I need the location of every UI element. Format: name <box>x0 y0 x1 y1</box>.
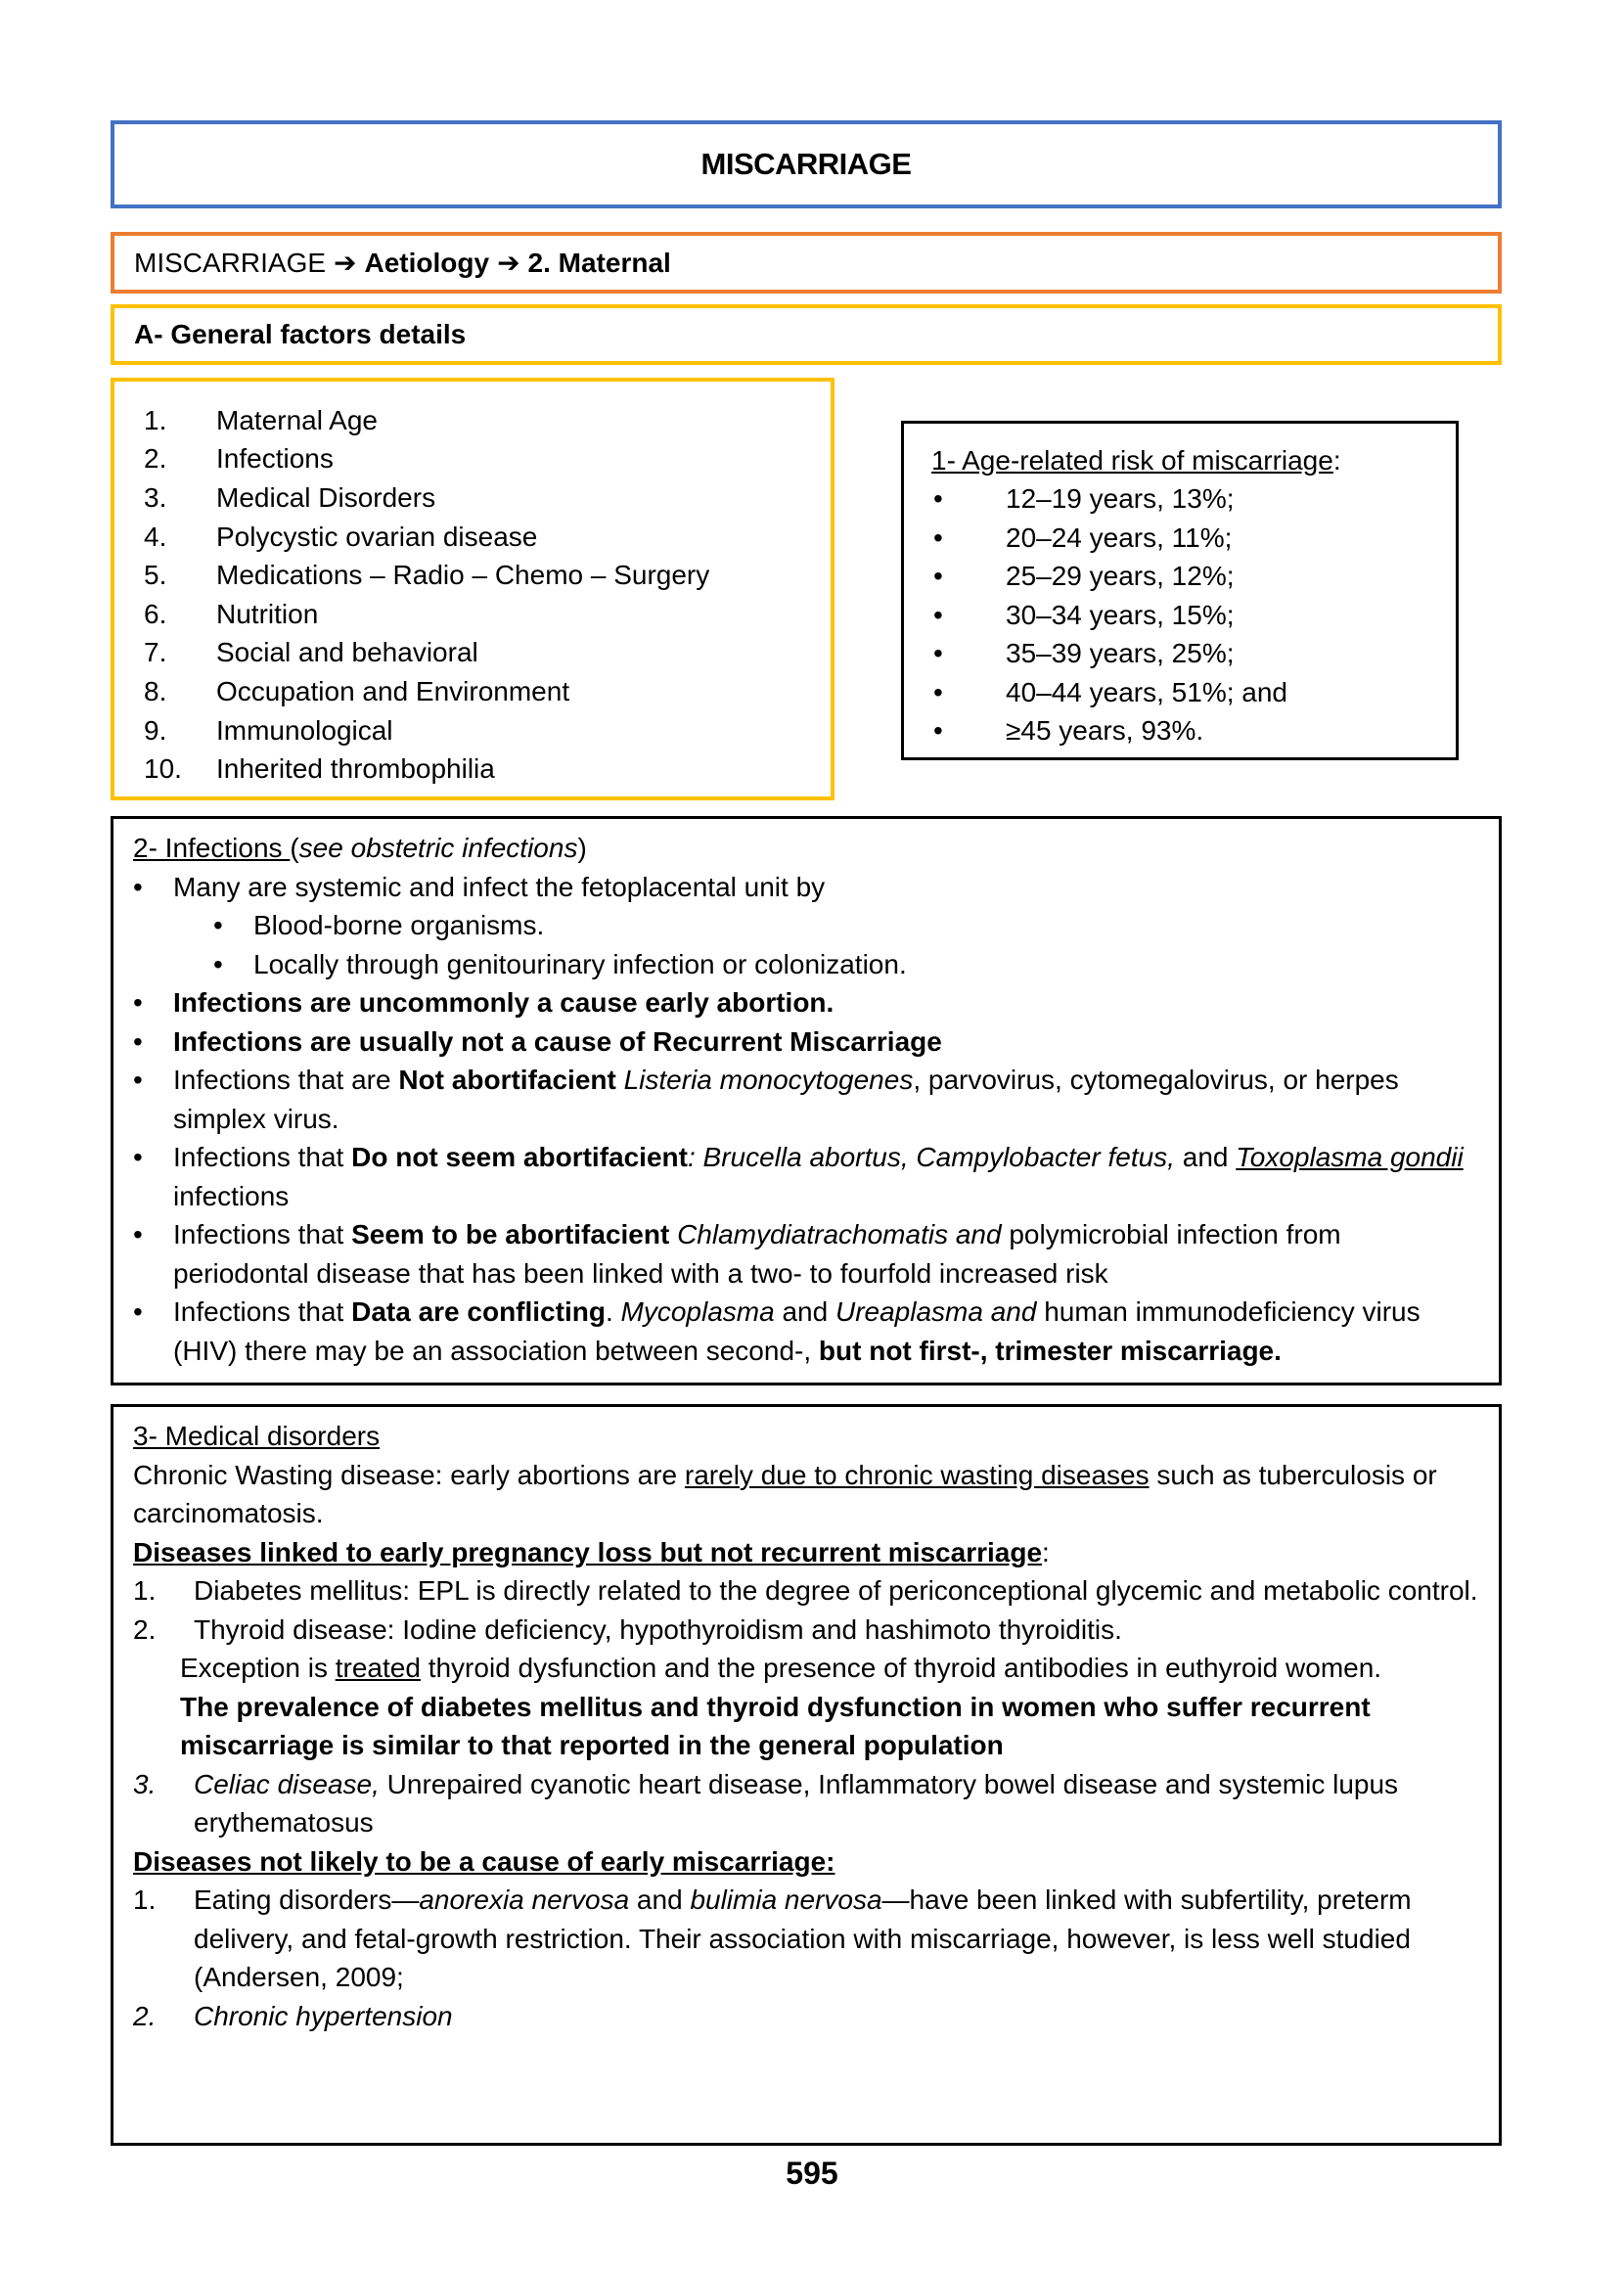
exception-paragraph: Exception is treated thyroid dysfunction and the presence of thyroid antibodies in euthyroid women. <box>180 1653 1382 1683</box>
not-likely-heading: Diseases not likely to be a cause of early miscarriage: <box>133 1845 835 1877</box>
list-item: 2. Infections <box>144 443 334 475</box>
bullet-icon: • <box>213 910 223 940</box>
bullet-icon: • <box>933 483 943 515</box>
breadcrumb <box>111 232 1502 294</box>
list-item: 8. Occupation and Environment <box>144 675 570 706</box>
section-heading-box <box>111 304 1502 365</box>
list-item: • Infections are uncommonly a cause early abortion. <box>133 983 1479 1022</box>
list-item: • Infections that are Not abortifacient Listeria monocytogenes, parvovirus, cytomegalovirus, or herpes simplex virus. <box>133 1061 1479 1138</box>
medical-disorders-box <box>111 1404 1502 2146</box>
page-number: 595 <box>786 2156 838 2191</box>
bullet-icon: • <box>133 1025 143 1057</box>
bullet-icon: • <box>933 638 943 669</box>
wasting-paragraph: Chronic Wasting disease: early abortions are rarely due to chronic wasting diseases such as tuberculosis or carcinomatosis. <box>133 1459 1437 1528</box>
breadcrumb-item-maternal: 2. Maternal <box>527 247 671 278</box>
list-item: 2. Thyroid disease: Iodine deficiency, hypothyroidism and hashimoto thyroiditis. <box>133 1613 1122 1645</box>
bullet-icon: • <box>933 522 943 553</box>
list-item: • Locally through genitourinary infection or colonization. <box>133 945 1479 984</box>
list-item: • Infections are usually not a cause of Recurrent Miscarriage <box>133 1022 1479 1062</box>
age-risk-heading: 1- Age-related risk of miscarriage : <box>931 444 1341 476</box>
bullet-icon: • <box>133 1219 143 1249</box>
list-item: 3. Medical Disorders <box>144 481 436 513</box>
linked-heading: Diseases linked to early pregnancy loss but not recurrent miscarriage: <box>133 1536 1050 1567</box>
bullet-icon: • <box>933 676 943 707</box>
page-title: MISCARRIAGE <box>700 147 912 181</box>
list-item: • 40–44 years, 51%; and <box>933 676 1287 707</box>
infections-box <box>111 816 1502 1385</box>
general-factors-list <box>111 378 835 800</box>
list-item: • 20–24 years, 11%; <box>933 522 1233 553</box>
section-heading: A- General factors details <box>134 319 467 349</box>
list-item: • 25–29 years, 12%; <box>933 561 1235 592</box>
list-item: • Infections that Seem to be abortifacient Chlamydiatrachomatis and polymicrobial infection from periodontal disease that has been linked with a two- to fourfold increased risk <box>133 1215 1479 1293</box>
arrow-right-icon: ➔ <box>334 248 357 278</box>
bullet-icon: • <box>133 987 143 1018</box>
list-item: 5. Medications – Radio – Chemo – Surgery <box>144 560 710 591</box>
bullet-icon: • <box>933 561 943 592</box>
list-item: 1. Eating disorders—anorexia nervosa and bulimia nervosa—have been linked with subfertility, preterm delivery, and fetal-growth restriction. Their association with miscarriage, however, is less well studied (Andersen, 2009; <box>133 1884 1412 1992</box>
list-item: • 35–39 years, 25%; <box>933 638 1235 669</box>
list-item: 9. Immunological <box>144 714 393 746</box>
infections-heading: 2- Infections (see obstetric infections) <box>133 833 587 863</box>
breadcrumb-item-miscarriage: MISCARRIAGE <box>134 247 327 278</box>
list-item: 2. Chronic hypertension <box>133 2000 453 2031</box>
list-item: • 30–34 years, 15%; <box>933 599 1235 630</box>
list-item: 7. Social and behavioral <box>144 637 478 668</box>
bullet-icon: • <box>933 715 943 747</box>
bullet-icon: • <box>933 599 943 630</box>
title-box <box>111 120 1502 208</box>
breadcrumb-item-aetiology: Aetiology <box>364 247 490 278</box>
list-item: 1. Diabetes mellitus: EPL is directly related to the degree of periconceptional glycemic and metabolic control. <box>133 1575 1478 1606</box>
list-item: • Many are systemic and infect the fetoplacental unit by <box>133 868 1479 907</box>
list-item: • Infections that Data are conflicting. Mycoplasma and Ureaplasma and human immunodeficiency virus (HIV) there may be an association between second-, but not first-, trimester miscarriage. <box>133 1293 1479 1370</box>
list-item: • Infections that Do not seem abortifacient: Brucella abortus, Campylobacter fetus, and Toxoplasma gondii infections <box>133 1138 1479 1215</box>
list-item: 3. Celiac disease, Unrepaired cyanotic heart disease, Inflammatory bowel disease and systemic lupus erythematosus <box>133 1768 1399 1838</box>
list-item: 1. Maternal Age <box>144 404 378 435</box>
list-item: • ≥45 years, 93%. <box>933 715 1204 747</box>
bullet-icon: • <box>133 1065 143 1095</box>
bullet-icon: • <box>133 1142 143 1172</box>
arrow-right-icon: ➔ <box>497 248 520 278</box>
bullet-icon: • <box>133 871 143 902</box>
medical-heading: 3- Medical disorders <box>133 1421 381 1451</box>
list-item: 10. Inherited thrombophilia <box>144 753 495 785</box>
prevalence-paragraph: The prevalence of diabetes mellitus and thyroid dysfunction in women who suffer recurrent miscarriage is similar to that reported in the general population <box>180 1691 1371 1760</box>
list-item: • Blood-borne organisms. <box>133 906 1479 945</box>
age-risk-box <box>901 421 1459 760</box>
list-item: • 12–19 years, 13%; <box>933 483 1235 515</box>
list-item: 4. Polycystic ovarian disease <box>144 521 538 552</box>
list-item: 6. Nutrition <box>144 598 319 629</box>
bullet-icon: • <box>213 948 223 979</box>
bullet-icon: • <box>133 1296 143 1327</box>
